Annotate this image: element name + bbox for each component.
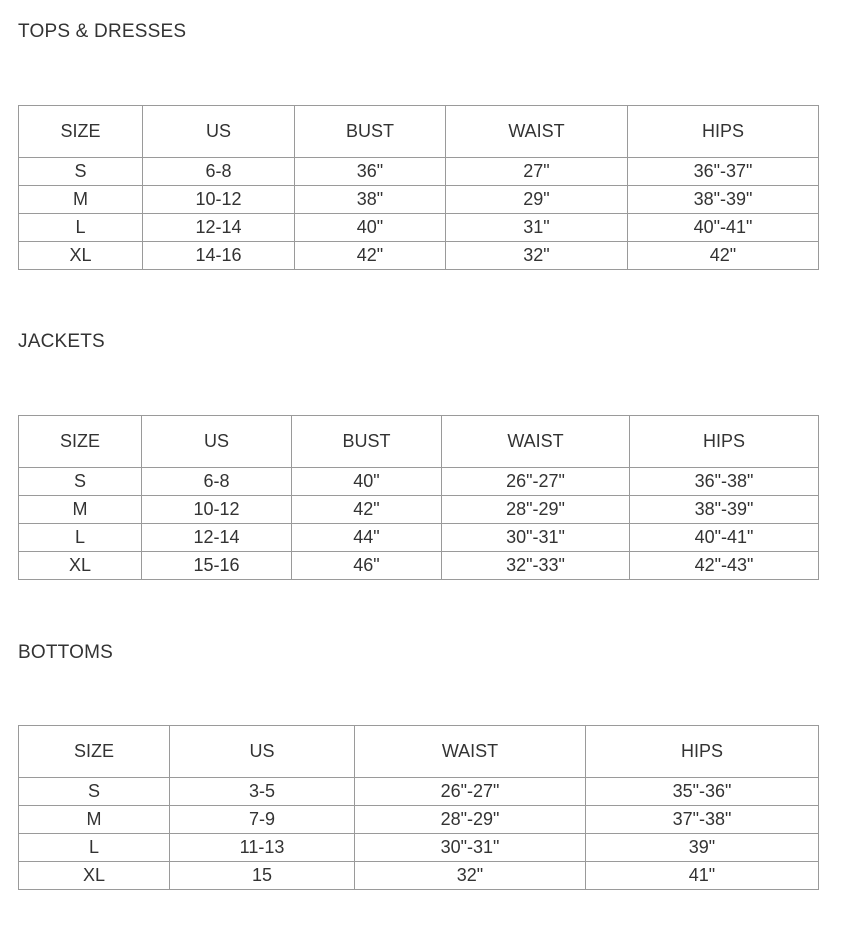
col-header-us: US [170, 726, 355, 778]
table-cell: 27" [446, 158, 628, 186]
tops-dresses-title: TOPS & DRESSES [18, 21, 187, 42]
table-row [19, 242, 819, 270]
table-cell: L [19, 214, 143, 242]
table-row [19, 468, 819, 496]
table-cell: 38"-39" [628, 186, 819, 214]
table-row [19, 496, 819, 524]
col-header-hips: HIPS [586, 726, 819, 778]
table-row [19, 806, 819, 834]
col-header-us: US [143, 106, 295, 158]
table-row [19, 214, 819, 242]
col-header-waist: WAIST [446, 106, 628, 158]
col-header-bust: BUST [292, 416, 442, 468]
table-row [19, 778, 819, 806]
table-cell: 6-8 [143, 158, 295, 186]
table-row [19, 552, 819, 580]
table-header-row [19, 106, 819, 158]
table-cell: 12-14 [142, 524, 292, 552]
table-cell: 32" [446, 242, 628, 270]
table-cell: M [19, 496, 142, 524]
table-cell: 35"-36" [586, 778, 819, 806]
bottoms-size-table [18, 725, 819, 890]
table-row [19, 834, 819, 862]
table-cell: 42"-43" [630, 552, 819, 580]
table-cell: 28"-29" [355, 806, 586, 834]
table-row [19, 862, 819, 890]
table-cell: 29" [446, 186, 628, 214]
jackets-title: JACKETS [18, 331, 105, 352]
table-cell: 28"-29" [442, 496, 630, 524]
table-row [19, 158, 819, 186]
col-header-size: SIZE [19, 416, 142, 468]
table-cell: XL [19, 862, 170, 890]
table-cell: 42" [292, 496, 442, 524]
col-header-hips: HIPS [628, 106, 819, 158]
table-header-row [19, 416, 819, 468]
table-cell: XL [19, 242, 143, 270]
table-cell: 7-9 [170, 806, 355, 834]
table-cell: 40"-41" [628, 214, 819, 242]
table-cell: 26"-27" [442, 468, 630, 496]
col-header-size: SIZE [19, 106, 143, 158]
table-cell: 40"-41" [630, 524, 819, 552]
table-cell: 41" [586, 862, 819, 890]
table-cell: 14-16 [143, 242, 295, 270]
table-cell: 38" [295, 186, 446, 214]
table-cell: 26"-27" [355, 778, 586, 806]
col-header-bust: BUST [295, 106, 446, 158]
table-cell: 40" [292, 468, 442, 496]
table-cell: S [19, 468, 142, 496]
table-cell: 6-8 [142, 468, 292, 496]
table-cell: 40" [295, 214, 446, 242]
table-row [19, 186, 819, 214]
jackets-size-table [18, 415, 819, 580]
table-cell: 39" [586, 834, 819, 862]
table-cell: 46" [292, 552, 442, 580]
table-cell: 38"-39" [630, 496, 819, 524]
tops-dresses-size-table [18, 105, 819, 270]
table-row [19, 524, 819, 552]
table-cell: 12-14 [143, 214, 295, 242]
col-header-hips: HIPS [630, 416, 819, 468]
table-cell: 10-12 [143, 186, 295, 214]
table-cell: 36"-37" [628, 158, 819, 186]
table-cell: 36"-38" [630, 468, 819, 496]
table-cell: 30"-31" [442, 524, 630, 552]
table-cell: M [19, 186, 143, 214]
table-header-row [19, 726, 819, 778]
table-cell: 42" [628, 242, 819, 270]
table-cell: 42" [295, 242, 446, 270]
bottoms-title: BOTTOMS [18, 642, 113, 663]
col-header-size: SIZE [19, 726, 170, 778]
col-header-waist: WAIST [355, 726, 586, 778]
table-cell: 10-12 [142, 496, 292, 524]
table-cell: 11-13 [170, 834, 355, 862]
table-cell: 37"-38" [586, 806, 819, 834]
col-header-us: US [142, 416, 292, 468]
table-cell: M [19, 806, 170, 834]
table-cell: 32" [355, 862, 586, 890]
table-cell: 44" [292, 524, 442, 552]
table-cell: 36" [295, 158, 446, 186]
table-cell: 30"-31" [355, 834, 586, 862]
table-cell: L [19, 834, 170, 862]
table-cell: 3-5 [170, 778, 355, 806]
table-cell: S [19, 158, 143, 186]
col-header-waist: WAIST [442, 416, 630, 468]
table-cell: L [19, 524, 142, 552]
table-cell: XL [19, 552, 142, 580]
table-cell: 15 [170, 862, 355, 890]
table-cell: S [19, 778, 170, 806]
table-cell: 32"-33" [442, 552, 630, 580]
table-cell: 15-16 [142, 552, 292, 580]
table-cell: 31" [446, 214, 628, 242]
